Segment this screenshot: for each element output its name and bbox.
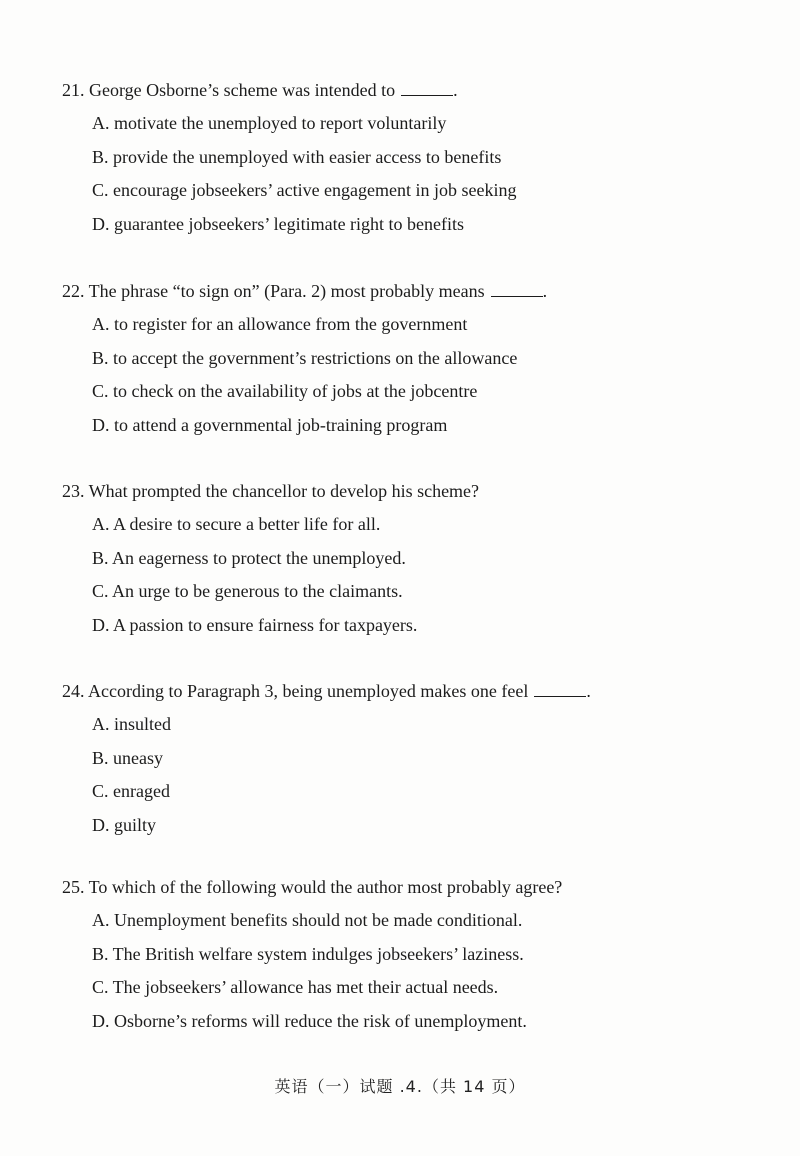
option-d: D. to attend a governmental job-training program <box>92 414 448 435</box>
option-a: A. motivate the unemployed to report voluntarily <box>92 113 447 133</box>
option-b: B. uneasy <box>92 747 163 768</box>
page-footer: 英语（一）试题 .4.（共 14 页） <box>274 1077 526 1096</box>
option-b: B. provide the unemployed with easier access to benefits <box>92 146 502 167</box>
answer-blank <box>401 81 453 96</box>
answer-blank <box>534 682 586 697</box>
option-a: A. to register for an allowance from the government <box>92 314 468 334</box>
option-c: C. The jobseekers’ allowance has met their actual needs. <box>92 977 499 997</box>
question-21 <box>62 80 762 247</box>
option-d: D. guilty <box>92 814 157 835</box>
stem-period: . <box>453 80 458 100</box>
question-22 <box>62 281 762 448</box>
option-a: A. insulted <box>92 714 171 734</box>
option-d: D. guarantee jobseekers’ legitimate right to benefits <box>92 213 465 234</box>
stem-period: . <box>586 681 591 701</box>
option-c: C. enraged <box>92 781 170 801</box>
question-23 <box>62 481 762 648</box>
option-b: B. An eagerness to protect the unemployed. <box>92 547 406 568</box>
question-stem: 21. George Osborne’s scheme was intended to <box>62 80 396 100</box>
stem-period: . <box>542 281 548 301</box>
question-stem: 23. What prompted the chancellor to develop his scheme? <box>62 481 480 501</box>
option-c: C. to check on the availability of jobs at the jobcentre <box>92 381 478 401</box>
options-list <box>92 910 762 1031</box>
option-a: A. Unemployment benefits should not be made conditional. <box>92 910 523 930</box>
option-c: C. encourage jobseekers’ active engagement in job seeking <box>92 180 517 200</box>
options-list <box>92 514 762 635</box>
option-d: D. A passion to ensure fairness for taxpayers. <box>92 614 418 635</box>
option-b: B. to accept the government’s restrictions on the allowance <box>92 347 518 368</box>
options-list <box>92 714 762 835</box>
options-list <box>92 113 762 234</box>
options-list <box>92 314 762 435</box>
option-a: A. A desire to secure a better life for all. <box>92 514 381 534</box>
option-c: C. An urge to be generous to the claimants. <box>92 581 403 601</box>
question-stem: 22. The phrase “to sign on” (Para. 2) most probably means <box>62 281 485 301</box>
option-d: D. Osborne’s reforms will reduce the risk of unemployment. <box>92 1010 527 1031</box>
question-stem: 24. According to Paragraph 3, being unemployed makes one feel <box>62 681 529 701</box>
question-stem: 25. To which of the following would the author most probably agree? <box>62 877 563 897</box>
question-24 <box>62 681 762 848</box>
answer-blank <box>491 282 543 297</box>
option-b: B. The British welfare system indulges jobseekers’ laziness. <box>92 943 524 964</box>
question-25 <box>62 877 762 1044</box>
